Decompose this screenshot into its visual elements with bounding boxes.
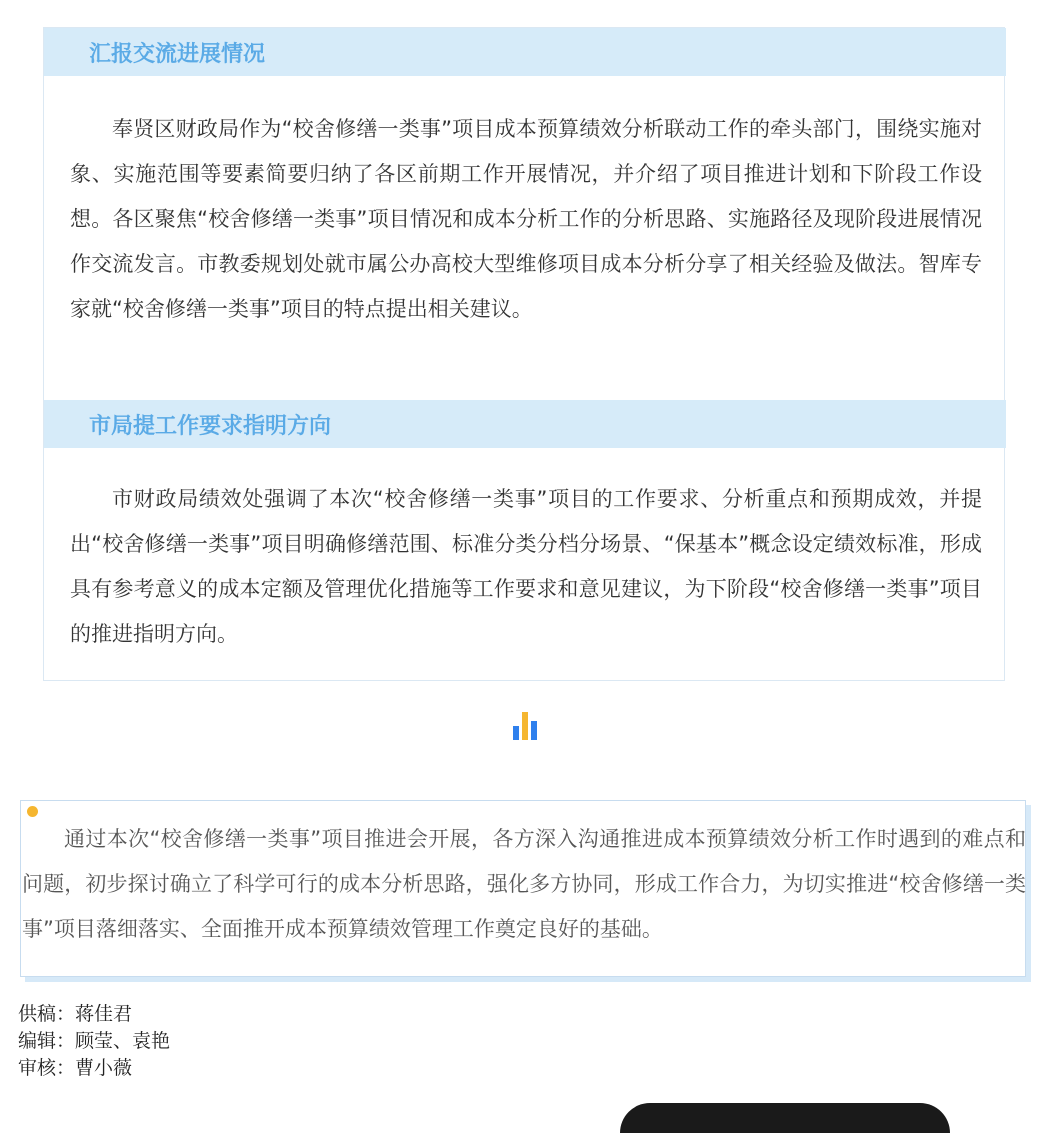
bar-chart-icon xyxy=(513,712,539,740)
article-card xyxy=(43,27,1005,681)
credit-reviewer: 审核：曹小薇 xyxy=(18,1057,133,1079)
section-title: 汇报交流进展情况 xyxy=(89,41,266,67)
section-body-requirements: 市财政局绩效处强调了本次“校舍修缮一类事”项目的工作要求、分析重点和预期成效，并提出“校舍修缮一类事”项目明确修缮范围、标准分类分档分场景、“保基本”概念设定绩效标准，形成具有参考意义的成本定额及管理优化措施等工作要求和意见建议，为下阶段“校舍修缮一类事”项目的推进指明方向。 xyxy=(70,487,982,646)
section-body-progress: 奉贤区财政局作为“校舍修缮一类事”项目成本预算绩效分析联动工作的牵头部门，围绕实施对象、实施范围等要素简要归纳了各区前期工作开展情况，并介绍了项目推进计划和下阶段工作设想。各区聚焦“校舍修缮一类事”项目情况和成本分析工作的分析思路、实施路径及现阶段进展情况作交流发言。市教委规划处就市属公办高校大型维修项目成本分析分享了相关经验及做法。智库专家就“校舍修缮一类事”项目的特点提出相关建议。 xyxy=(70,117,982,321)
section-header-requirements xyxy=(44,400,1006,448)
summary-dot-icon xyxy=(27,806,38,817)
summary-box xyxy=(20,800,1026,977)
section-title: 市局提工作要求指明方向 xyxy=(89,413,332,439)
summary-text: 通过本次“校舍修缮一类事”项目推进会开展，各方深入沟通推进成本预算绩效分析工作时遇到的难点和问题，初步探讨确立了科学可行的成本分析思路，强化多方协同，形成工作合力，为切实推进“校舍修缮一类事”项目落细落实、全面推开成本预算绩效管理工作奠定良好的基础。 xyxy=(22,827,1026,941)
section-header-progress xyxy=(44,28,1006,76)
bar-left xyxy=(513,726,519,740)
bar-right xyxy=(531,721,537,740)
bar-middle xyxy=(522,712,528,740)
credits xyxy=(18,1001,170,1082)
credit-contributor: 供稿：蒋佳君 xyxy=(18,1003,133,1025)
credit-editor: 编辑：顾莹、袁艳 xyxy=(18,1030,171,1052)
